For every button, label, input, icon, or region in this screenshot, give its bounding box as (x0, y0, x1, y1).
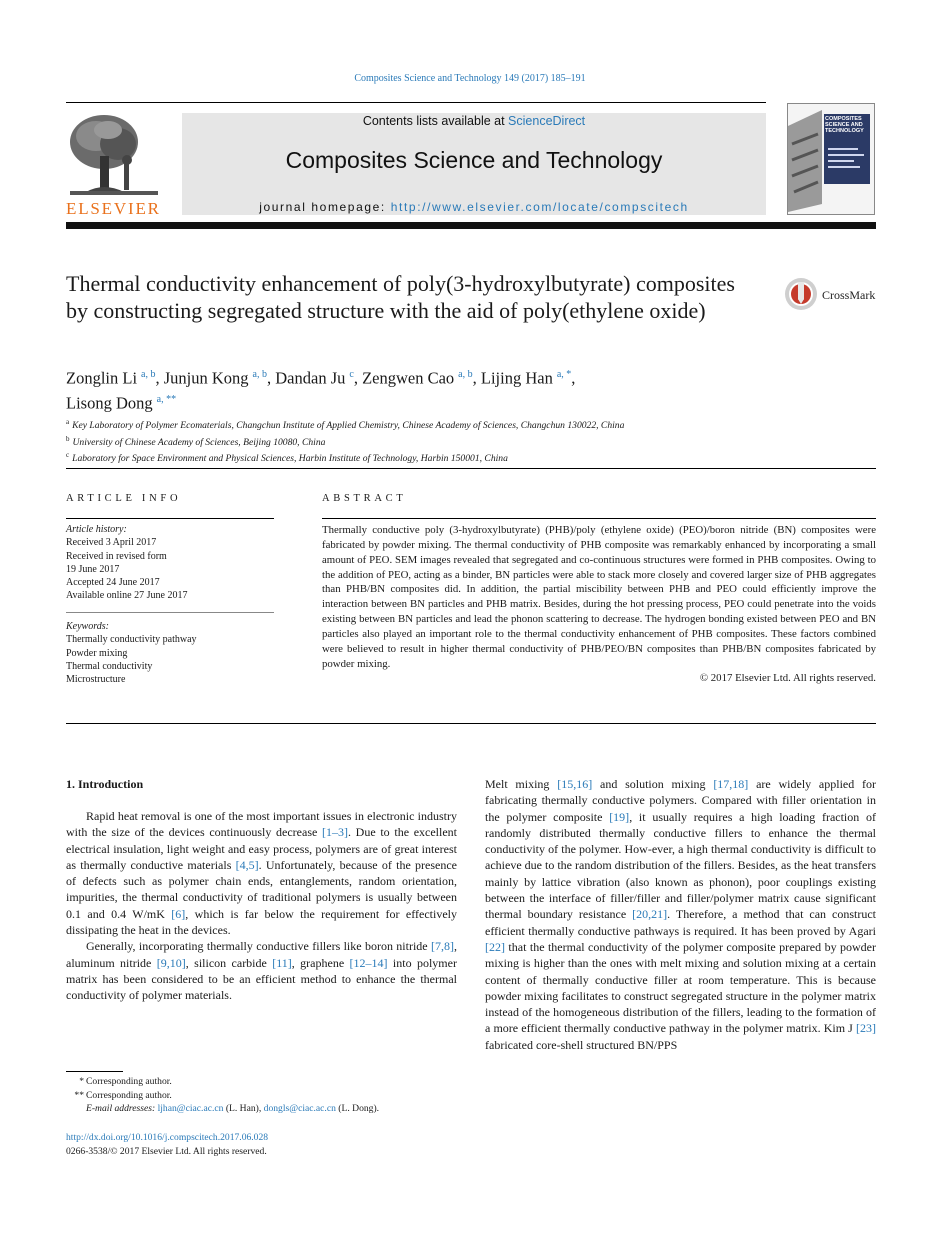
author-name: Junjun Kong (163, 368, 249, 388)
citation-link[interactable]: [4,5] (235, 857, 259, 872)
body-column-right (485, 776, 876, 1053)
author-name: Lijing Han (480, 368, 553, 388)
abstract-heading: ABSTRACT (322, 493, 407, 504)
author-name: Lisong Dong (66, 393, 153, 412)
keywords-label: Keywords: (66, 621, 109, 632)
body-text: , which is far below the requirement for effectively dissipating the heat in the devices. (66, 906, 457, 938)
keyword-item: Microstructure (66, 674, 126, 686)
body-text: into polymer matrix has been considered to be an efficient method to enhance the thermal conductivity of polymer materials. (66, 955, 457, 1003)
affiliation-mark: b (66, 434, 70, 443)
abstract-end-rule (66, 723, 876, 724)
author-separator: , (267, 368, 276, 388)
article-info-rule (66, 518, 274, 519)
footnote-corresponding-1: * Corresponding author. (79, 1076, 172, 1087)
issn-line: 0266-3538/© 2017 Elsevier Ltd. All rights reserved. (66, 1145, 267, 1157)
author-separator: , (353, 368, 363, 388)
author-affiliation-mark[interactable]: c (349, 369, 354, 380)
keyword-item: Thermally conductivity pathway (66, 634, 197, 646)
history-item: Available online 27 June 2017 (66, 590, 188, 602)
affiliation-text: Key Laboratory of Polymer Ecomaterials, Changchun Institute of Applied Chemistry, Chinese Academy of Sciences, Changchun 130022, China (72, 420, 625, 432)
citation-link[interactable]: [12–14] (349, 955, 388, 970)
homepage-link[interactable]: http://www.elsevier.com/locate/compscitech (390, 200, 689, 214)
affiliation-mark: c (66, 451, 70, 460)
citation-link[interactable]: [23] (856, 1021, 876, 1036)
elsevier-wordmark: ELSEVIER (66, 199, 159, 216)
body-text: are widely applied for fabricating thermally conductive polymers. Compared with filler orientation in the polymer composite (485, 777, 877, 824)
citation-link[interactable]: [20,21] (632, 907, 668, 922)
affiliation-mark: a (66, 418, 70, 426)
sciencedirect-link[interactable]: ScienceDirect (508, 114, 586, 128)
cover-title: COMPOSITES SCIENCE AND TECHNOLOGY (825, 116, 864, 134)
affiliation-text: University of Chinese Academy of Sciences, Beijing 10080, China (72, 436, 326, 448)
citation-link[interactable]: [11] (272, 955, 292, 970)
keywords (66, 620, 274, 686)
email-link-dong[interactable]: dongls@ciac.ac.cn (263, 1103, 336, 1115)
body-text: . Due to the excellent electrical insulation, light weight and easy process, polymers are of great interest as thermally conductive materials (66, 825, 457, 872)
crossmark-label: CrossMark (822, 288, 876, 302)
citation-link[interactable]: [15,16] (557, 777, 593, 791)
citation-link[interactable]: [7,8] (431, 939, 454, 954)
affiliation-rule (66, 468, 876, 469)
abstract-copyright: © 2017 Elsevier Ltd. All rights reserved. (699, 672, 876, 685)
citation-link[interactable]: [22] (485, 939, 505, 954)
author-affiliation-mark[interactable]: a, ** (156, 393, 177, 405)
email-link-han[interactable]: ljhan@ciac.ac.cn (157, 1103, 224, 1115)
body-paragraph (66, 808, 457, 938)
keywords-rule (66, 612, 274, 613)
body-paragraph (485, 776, 876, 1053)
history-label: Article history: (66, 524, 127, 535)
author-separator: , (472, 368, 481, 388)
body-text: . Unfortunately, because of the presence of defects such as polymer chain ends, entanglements, random orientation, impurities, the thermal conductivity of traditional polymers is usually between 0.1 and 0.4 W/mK (66, 857, 457, 921)
history-item: Received 3 April 2017 (66, 537, 157, 549)
citation-link[interactable]: [19] (609, 809, 630, 824)
body-text: fabricated core-shell structured BN/PPS (485, 1037, 678, 1052)
body-text: Generally, incorporating thermally conductive fillers like boron nitride (86, 939, 431, 954)
abstract-body (322, 523, 876, 686)
elsevier-logo (66, 112, 162, 216)
journal-reference[interactable]: Composites Science and Technology 149 (2017) 185–191 (354, 73, 586, 84)
citation-link[interactable]: [1–3] (322, 825, 348, 840)
author-name: Zengwen Cao (362, 368, 455, 388)
footnote-rule (66, 1071, 123, 1072)
citation-link[interactable]: [6] (171, 906, 186, 921)
article-info-heading: ARTICLE INFO (66, 493, 182, 504)
author-affiliation-mark[interactable]: a, b (458, 369, 473, 380)
article-history (66, 523, 274, 603)
crossmark-icon (785, 278, 817, 310)
body-text: , it usually requires a high loading fraction of randomly distributed thermally conductive fillers to enhance the thermal conductivity of the polymer. How-ever, a high thermal conductivity is difficult to achieve due to the random distribution of the fillers. Besides, as the heat transfers mainly by lattice vibration (also known as phonon), poor couplings existing between the interface of filler/filler and filler/polymer matrix cause significant thermal boundary resistance (485, 809, 876, 922)
journal-cover-image (788, 104, 874, 214)
author-affiliation-mark[interactable]: a, b (252, 369, 267, 380)
author-name: Zonglin Li (66, 368, 138, 388)
footnote-emails: E-mail addresses: ljhan@ciac.ac.cn (L. Han), dongls@ciac.ac.cn (L. Dong). (86, 1103, 380, 1115)
footnotes (66, 1075, 466, 1116)
author-affiliation-mark[interactable]: a, * (556, 369, 572, 380)
author-name: Dandan Ju (275, 368, 346, 388)
history-item: Received in revised form (66, 550, 167, 562)
affiliation-item (66, 449, 826, 466)
elsevier-tree-icon (66, 112, 162, 216)
body-text: that the thermal conductivity of the polymer composite prepared by powder mixing is higher than the ones with melt mixing and solution mixing at a certain content of thermally conductive filler at room temperature. This is because powder mixing facilitates to construct segregated structure in the polymer matrix instead of the homogeneous distribution of the fillers, leading to the formation of a more efficient thermally conductive pathway in the polymer matrix. Kim J (485, 939, 876, 1036)
body-text: , silicon carbide (185, 955, 273, 970)
affiliation-item (66, 416, 826, 433)
journal-title: Composites Science and Technology (285, 147, 663, 173)
journal-banner (182, 113, 766, 215)
crossmark-badge[interactable] (784, 277, 879, 313)
history-item: 19 June 2017 (66, 563, 120, 575)
body-text: and solution mixing (592, 777, 714, 791)
body-paragraph (66, 938, 457, 1003)
author-affiliation-mark[interactable]: a, b (141, 369, 156, 380)
doi-block (66, 1131, 268, 1158)
body-text: Rapid heat removal is one of the most important issues in electronic industry with the size of the devices continuously decrease (66, 809, 457, 840)
keyword-item: Thermal conductivity (66, 660, 153, 672)
history-item: Accepted 24 June 2017 (66, 577, 160, 589)
homepage-line: journal homepage: http://www.elsevier.com/locate/compscitech (259, 200, 689, 214)
keyword-item: Powder mixing (66, 647, 128, 659)
citation-link[interactable]: [17,18] (713, 777, 749, 791)
affiliations (66, 416, 826, 466)
header-rule (66, 102, 766, 103)
author-list (66, 364, 766, 413)
section-heading-introduction: 1. Introduction (66, 777, 144, 791)
journal-cover[interactable] (787, 103, 875, 215)
body-text: . Therefore, a method that can construct efficient thermally conductive pathways is required. It has been proved by Agari (485, 907, 876, 938)
header-thick-rule (66, 222, 876, 229)
affiliation-text: Laboratory for Space Environment and Physical Sciences, Harbin Institute of Technology, Harbin 150001, China (72, 453, 508, 465)
body-text: Melt mixing (485, 777, 558, 791)
article-title: Thermal conductivity enhancement of poly(3-hydroxylbutyrate) composites by constructing segregated structure with the aid of poly(ethylene oxide) (66, 271, 735, 323)
abstract-text: Thermally conductive poly (3-hydroxylbutyrate) (PHB)/poly (ethylene oxide) (PEO)/boron nitride (BN) composites were fabricated by powder mixing. The thermal conductivity of PHB composite was remarkably enhanced by incorporating a small amount of PEO. SEM images revealed that segregated and co-continuous structures were formed in PHB composites. Owing to the addition of PEO, acting as a binder, BN particles were able to stack more closely and covered larger size of PHB aggregates than PHB/BN composites did. In addition, the partial miscibility between PHB and PEO could efficiently improve the interaction between BN particles and PHB matrix. Besides, during the hot pressing process, PEO could penetrate into the voids existing between BN particles and lead the phonon scattering to decrease. The hydrogen bonding existed between PEO and BN particles also played an important role to the thermal conductivity enhancement of PHB composites. These factors combined were believed to result in higher thermal conductivity of PHB/PEO/BN composites than PHB/BN composites fabricated by powder mixing. (322, 524, 876, 670)
body-text: , graphene (291, 955, 350, 970)
citation-link[interactable]: [9,10] (156, 955, 186, 970)
body-column-left (66, 808, 457, 1004)
author-separator: , (155, 368, 164, 388)
abstract-rule (322, 518, 876, 519)
footnote-corresponding-2: ** Corresponding author. (74, 1089, 172, 1101)
author-separator: , (571, 368, 576, 388)
affiliation-item (66, 433, 826, 450)
contents-line: Contents lists available at ScienceDirect (362, 114, 586, 128)
body-text: , aluminum nitride (66, 939, 457, 970)
doi-link[interactable]: http://dx.doi.org/10.1016/j.compscitech.2017.06.028 (66, 1132, 269, 1143)
